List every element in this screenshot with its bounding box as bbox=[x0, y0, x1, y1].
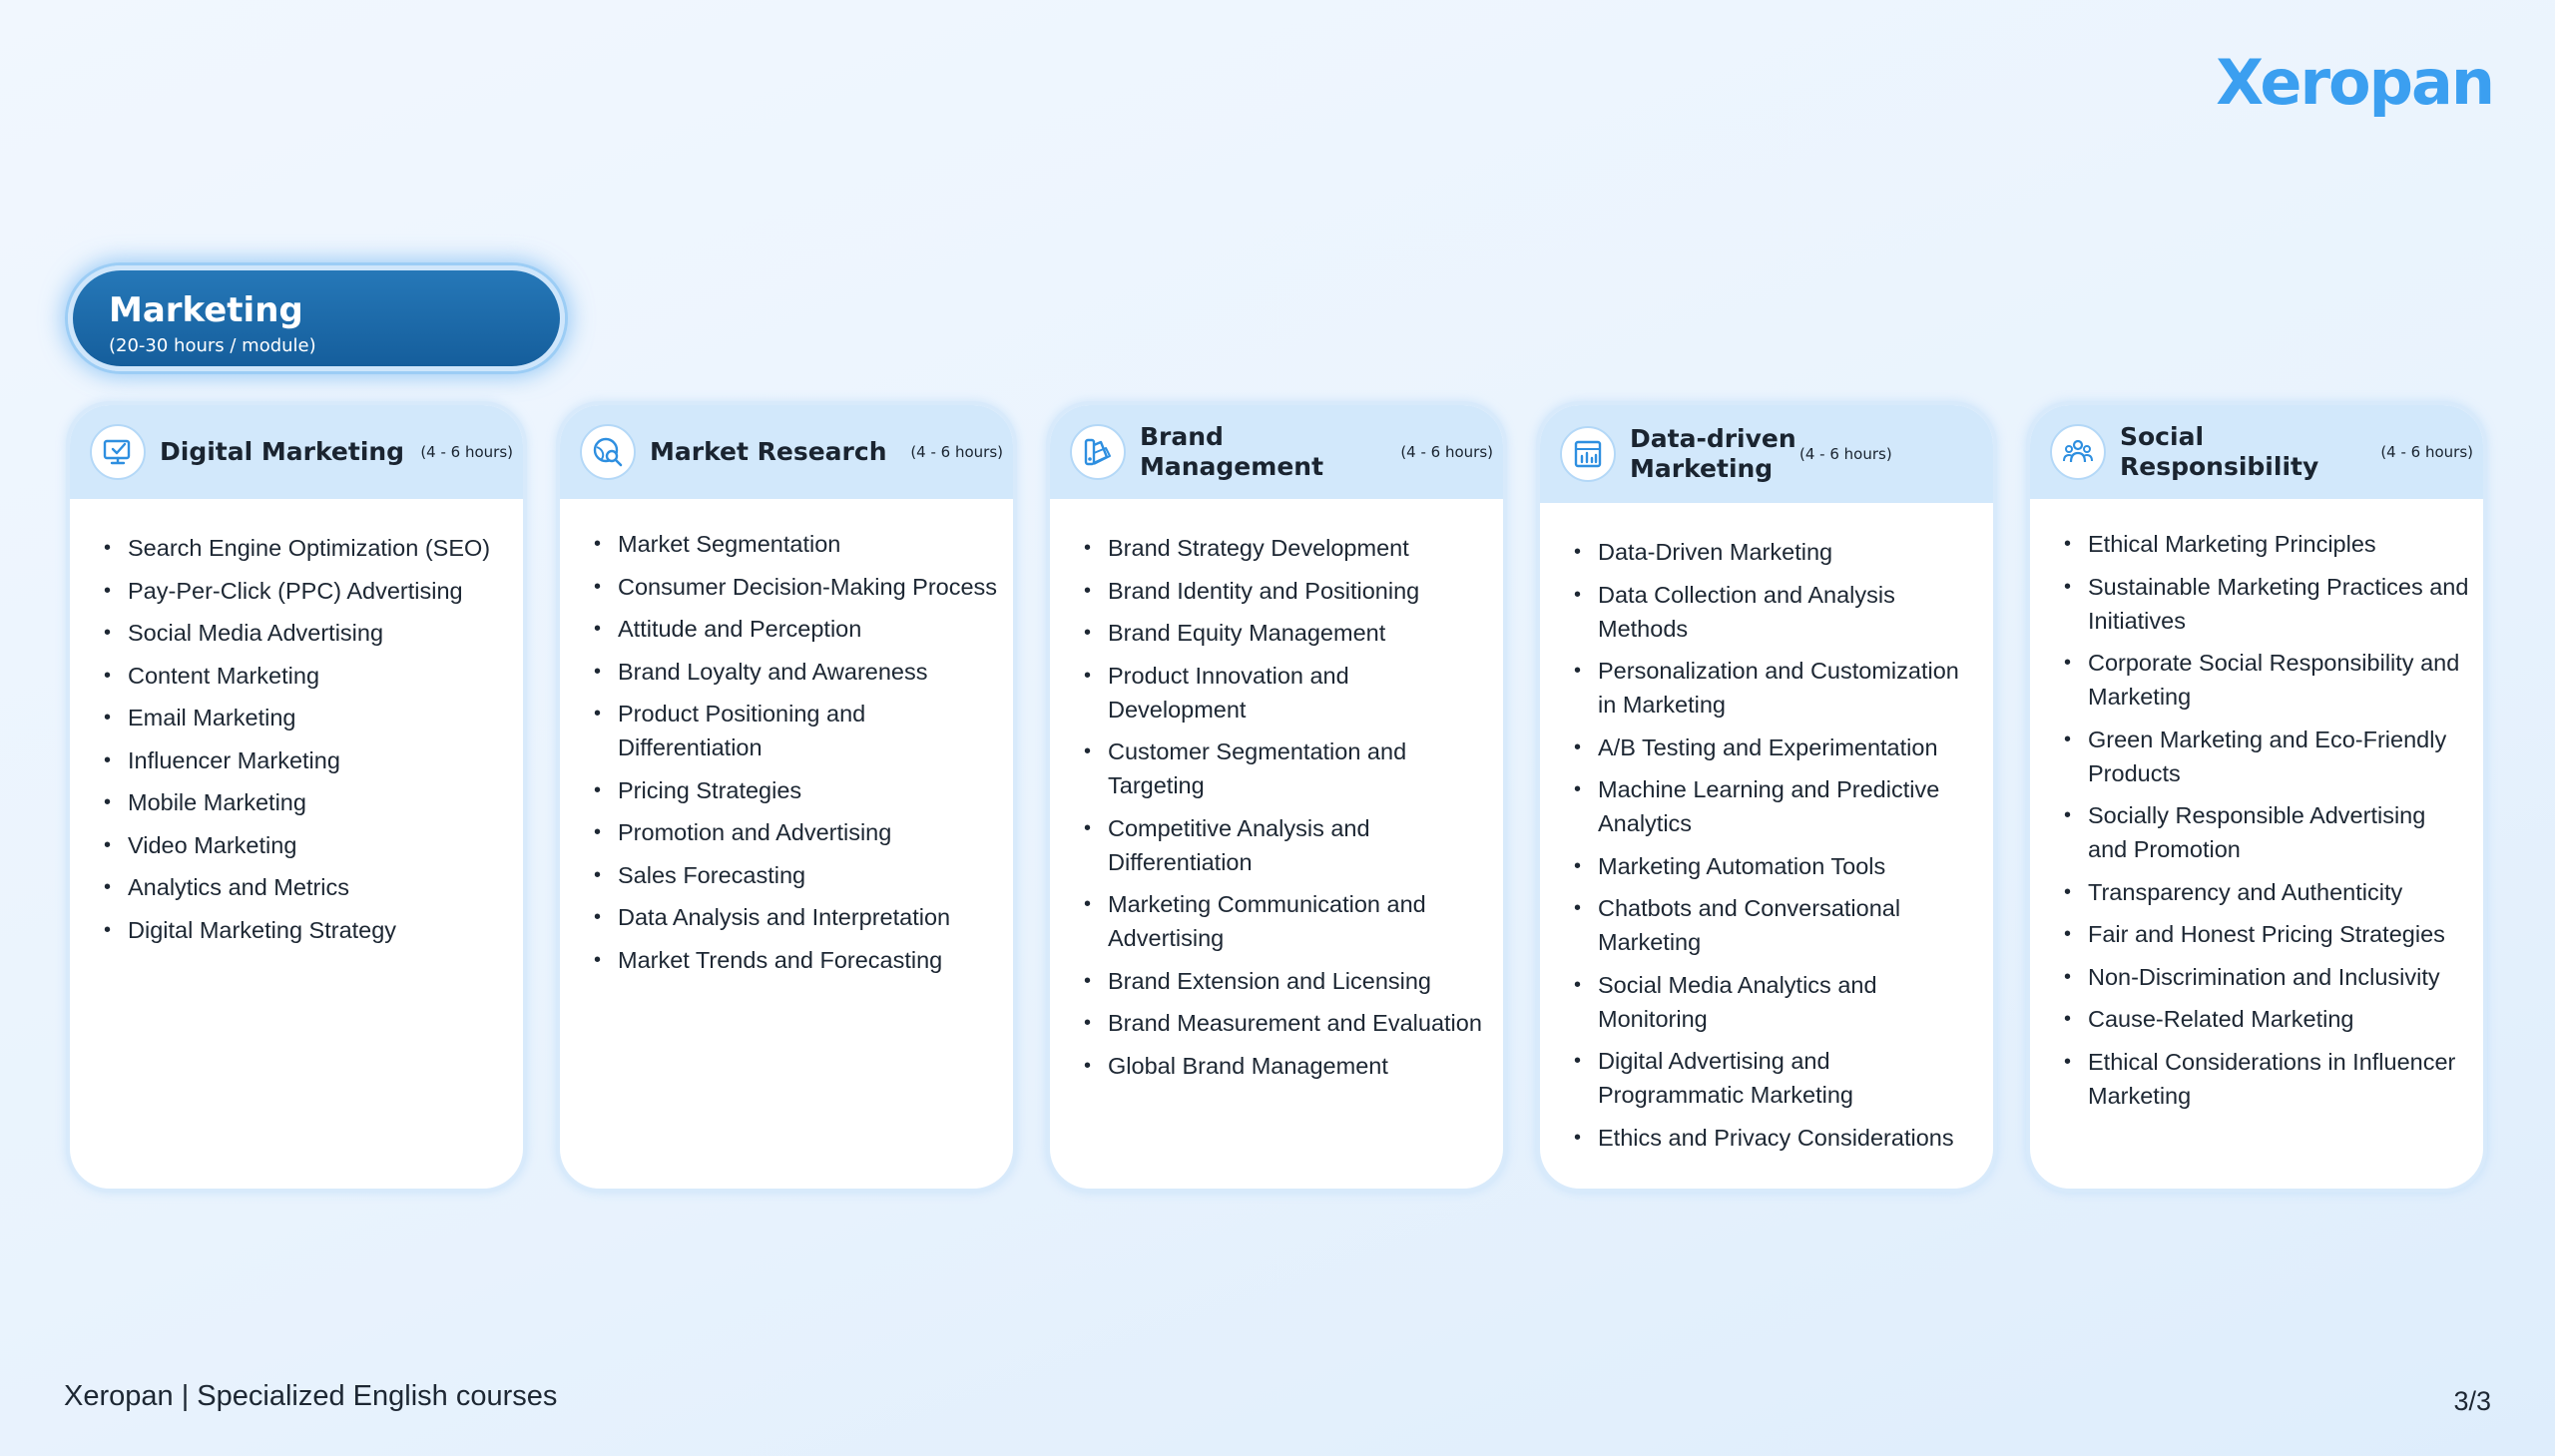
list-item: • Non-Discrimination and Inclusivity bbox=[2064, 960, 2471, 994]
list-item: • Global Brand Management bbox=[1084, 1049, 1491, 1083]
module-badge bbox=[68, 265, 565, 371]
computer-check-icon bbox=[90, 424, 146, 480]
card-title: Market Research bbox=[650, 437, 887, 466]
chart-board-icon bbox=[1560, 426, 1616, 482]
footer-text: Xeropan | Specialized English courses bbox=[64, 1380, 558, 1412]
card-market-research bbox=[556, 401, 1017, 1193]
page-number: 3/3 bbox=[2453, 1386, 2491, 1416]
card-social-responsibility bbox=[2026, 401, 2487, 1193]
course-cards bbox=[66, 401, 2487, 1193]
list-item: • Cause-Related Marketing bbox=[2064, 1002, 2471, 1036]
list-item: • Brand Strategy Development bbox=[1084, 531, 1491, 565]
topic-list bbox=[1050, 499, 1503, 1083]
list-item: • Analytics and Metrics bbox=[104, 870, 511, 904]
list-item: • Sustainable Marketing Practices and Initiatives bbox=[2064, 570, 2471, 638]
list-item: • Ethical Marketing Principles bbox=[2064, 527, 2471, 561]
card-title: Data-driven Marketing bbox=[1630, 424, 1796, 483]
list-item: • Socially Responsible Advertising and Promotion bbox=[2064, 798, 2471, 866]
list-item: • Sales Forecasting bbox=[594, 858, 1001, 892]
list-item: • Social Media Analytics and Monitoring bbox=[1574, 968, 1981, 1036]
list-item: • Attitude and Perception bbox=[594, 612, 1001, 646]
list-item: • Video Marketing bbox=[104, 828, 511, 862]
card-title: Brand Management bbox=[1140, 422, 1324, 481]
list-item: • Pricing Strategies bbox=[594, 773, 1001, 807]
list-item: • Fair and Honest Pricing Strategies bbox=[2064, 917, 2471, 951]
card-header bbox=[2030, 405, 2483, 499]
list-item: • Product Positioning and Differentiation bbox=[594, 697, 1001, 764]
card-header bbox=[1050, 405, 1503, 499]
list-item: • Brand Identity and Positioning bbox=[1084, 574, 1491, 608]
list-item: • Brand Equity Management bbox=[1084, 616, 1491, 650]
card-header bbox=[560, 405, 1013, 499]
module-title: Marketing bbox=[109, 290, 303, 330]
list-item: • Influencer Marketing bbox=[104, 743, 511, 777]
list-item: • Marketing Automation Tools bbox=[1574, 849, 1981, 883]
list-item: • Market Trends and Forecasting bbox=[594, 943, 1001, 977]
list-item: • Pay-Per-Click (PPC) Advertising bbox=[104, 574, 511, 608]
list-item: • Ethics and Privacy Considerations bbox=[1574, 1121, 1981, 1155]
list-item: • Customer Segmentation and Targeting bbox=[1084, 734, 1491, 802]
module-duration: (20-30 hours / module) bbox=[109, 335, 316, 356]
people-group-icon bbox=[2050, 424, 2106, 480]
card-hours: (4 - 6 hours) bbox=[910, 443, 1003, 461]
card-header bbox=[1540, 405, 1993, 503]
list-item: • Content Marketing bbox=[104, 659, 511, 693]
topic-list bbox=[560, 499, 1013, 977]
list-item: • Digital Marketing Strategy bbox=[104, 913, 511, 947]
list-item: • Social Media Advertising bbox=[104, 616, 511, 650]
list-item: • Search Engine Optimization (SEO) bbox=[104, 531, 511, 565]
list-item: • Email Marketing bbox=[104, 701, 511, 734]
card-data-driven-marketing bbox=[1536, 401, 1997, 1193]
list-item: • Competitive Analysis and Differentiation bbox=[1084, 811, 1491, 879]
card-header bbox=[70, 405, 523, 499]
list-item: • Consumer Decision-Making Process bbox=[594, 570, 1001, 604]
list-item: • Brand Extension and Licensing bbox=[1084, 964, 1491, 998]
topic-list bbox=[1540, 503, 1993, 1155]
xeropan-logo: Xeropan bbox=[2216, 46, 2493, 119]
list-item: • Data Analysis and Interpretation bbox=[594, 900, 1001, 934]
list-item: • Data-Driven Marketing bbox=[1574, 535, 1981, 569]
topic-list bbox=[2030, 499, 2483, 1113]
topic-list bbox=[70, 499, 523, 947]
list-item: • Marketing Communication and Advertising bbox=[1084, 887, 1491, 955]
list-item: • Market Segmentation bbox=[594, 527, 1001, 561]
list-item: • Personalization and Customization in Marketing bbox=[1574, 654, 1981, 722]
list-item: • Ethical Considerations in Influencer Marketing bbox=[2064, 1045, 2471, 1113]
list-item: • Brand Measurement and Evaluation bbox=[1084, 1006, 1491, 1040]
globe-search-icon bbox=[580, 424, 636, 480]
card-hours: (4 - 6 hours) bbox=[1400, 443, 1493, 461]
list-item: • Data Collection and Analysis Methods bbox=[1574, 578, 1981, 646]
color-swatch-icon bbox=[1070, 424, 1126, 480]
card-hours: (4 - 6 hours) bbox=[420, 443, 513, 461]
card-title: Social Responsibility bbox=[2120, 422, 2319, 481]
card-hours: (4 - 6 hours) bbox=[1799, 445, 1892, 463]
card-title: Digital Marketing bbox=[160, 437, 405, 466]
list-item: • Mobile Marketing bbox=[104, 785, 511, 819]
list-item: • Green Marketing and Eco-Friendly Products bbox=[2064, 723, 2471, 790]
card-digital-marketing bbox=[66, 401, 527, 1193]
card-brand-management bbox=[1046, 401, 1507, 1193]
list-item: • Brand Loyalty and Awareness bbox=[594, 655, 1001, 689]
list-item: • Machine Learning and Predictive Analytics bbox=[1574, 772, 1981, 840]
list-item: • Promotion and Advertising bbox=[594, 815, 1001, 849]
card-hours: (4 - 6 hours) bbox=[2380, 443, 2473, 461]
list-item: • Digital Advertising and Programmatic Marketing bbox=[1574, 1044, 1981, 1112]
list-item: • Chatbots and Conversational Marketing bbox=[1574, 891, 1981, 959]
list-item: • Product Innovation and Development bbox=[1084, 659, 1491, 727]
list-item: • A/B Testing and Experimentation bbox=[1574, 730, 1981, 764]
list-item: • Corporate Social Responsibility and Marketing bbox=[2064, 646, 2471, 714]
list-item: • Transparency and Authenticity bbox=[2064, 875, 2471, 909]
